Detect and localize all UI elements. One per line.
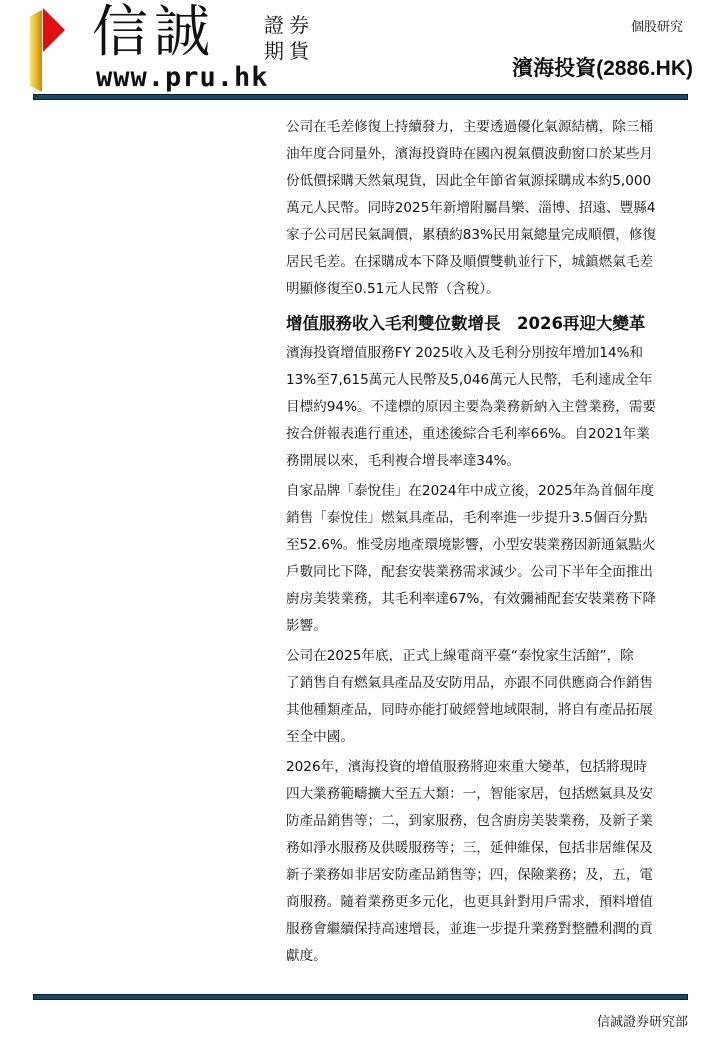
text-line: 明顯修復至0.51元人民幣（含稅）。: [286, 281, 500, 297]
header-divider: [33, 94, 688, 100]
text-line: 服務會繼續保持高速增長，並進一步提升業務對整體利潤的貢: [286, 921, 654, 937]
text-line: 了銷售自有燃氣具產品及安防用品，亦跟不同供應商合作銷售: [286, 675, 654, 691]
text-line: 自家品牌「泰悅佳」在2024年中成立後，2025年為首個年度: [286, 483, 655, 499]
text-line: 居民毛差。在採購成本下降及順價雙軌並行下，城鎮燃氣毛差: [286, 254, 654, 270]
text-line: 家子公司居民氣調價，累積約83%民用氣總量完成順價，修復: [286, 227, 657, 243]
text-line: 至全中國。: [286, 729, 354, 745]
text-line: 其他種類產品，同時亦能打破經營地域限制，將自有產品拓展: [286, 702, 654, 718]
text-line: 至52.6%。惟受房地產環境影響，小型安裝業務因新通氣點火: [286, 537, 656, 553]
text-line: 獻度。: [286, 948, 327, 964]
text-line: 13%至7,615萬元人民幣及5,046萬元人民幣，毛利達成全年: [286, 372, 653, 388]
text-line: 目標約94%。不達標的原因主要為業務新納入主營業務，需要: [286, 399, 657, 415]
stock-title: 濱海投資(2886.HK): [512, 57, 693, 80]
text-line: 份低價採購天然氣現貨，因此全年節省氣源採購成本約5,000: [286, 173, 652, 189]
footer-divider: [33, 994, 688, 1000]
report-body: [286, 114, 696, 973]
text-line: 四大業務範疇擴大至五大類：一，智能家居，包括燃氣具及安: [286, 786, 654, 802]
logo-sub1: 證券: [264, 13, 314, 37]
logo-url: www.pru.hk: [96, 62, 269, 93]
text-line: 務開展以來，毛利複合增長率達34%。: [286, 453, 521, 469]
logo-red-triangle: [43, 8, 65, 52]
logo-sub2: 期貨: [264, 39, 314, 63]
text-line: 公司在2025年底，正式上線電商平臺“泰悅家生活館”，除: [286, 648, 634, 664]
text-line: 務如淨水服務及供暖服務等；三，延伸維保，包括非居維保及: [286, 840, 654, 856]
text-line: 萬元人民幣。同時2025年新增附屬昌樂、淄博、招遠、豐縣4: [286, 200, 656, 216]
report-category: 個股研究: [630, 20, 683, 35]
text-line: 按合併報表進行重述，重述後綜合毛利率66%。自2021年業: [286, 426, 650, 442]
paragraph-margin-recovery: [286, 114, 696, 303]
text-line: 油年度合同量外，濱海投資時在國內視氣價波動窗口於某些月: [286, 146, 654, 162]
paragraph-value-added-services: [286, 340, 696, 475]
text-line: 新子業務如非居安防產品銷售等；四，保險業務；及，五，電: [286, 867, 654, 883]
logo-gold-bar: [30, 10, 42, 92]
section-heading: 增值服務收入毛利雙位數增長 2026再迎大變革: [286, 314, 646, 333]
paragraph-2026-reform: [286, 754, 696, 970]
text-line: 商服務。隨着業務更多元化，也更具針對用戶需求，預料增值: [286, 894, 654, 910]
text-line: 防產品銷售等；二，到家服務，包含廚房美裝業務，及新子業: [286, 813, 654, 829]
text-line: 廚房美裝業務，其毛利率達67%，有效彌補配套安裝業務下降: [286, 591, 657, 607]
company-logo: [28, 0, 328, 93]
paragraph-own-brand: [286, 478, 696, 640]
text-line: 濱海投資增值服務FY 2025收入及毛利分別按年增加14%和: [286, 345, 644, 361]
text-line: 戶數同比下降，配套安裝業務需求減少。公司下半年全面推出: [286, 564, 654, 580]
paragraph-ecommerce: [286, 643, 696, 751]
logo-brand: 信誠: [92, 0, 216, 65]
text-line: 公司在毛差修復上持續發力，主要透過優化氣源結構，除三桶: [286, 119, 654, 135]
footer-department: 信誠證券研究部: [596, 1015, 688, 1030]
text-line: 影響。: [286, 618, 327, 634]
text-line: 2026年，濱海投資的增值服務將迎來重大變革，包括將現時: [286, 759, 647, 775]
text-line: 銷售「泰悅佳」燃氣具產品，毛利率進一步提升3.5個百分點: [286, 510, 648, 526]
